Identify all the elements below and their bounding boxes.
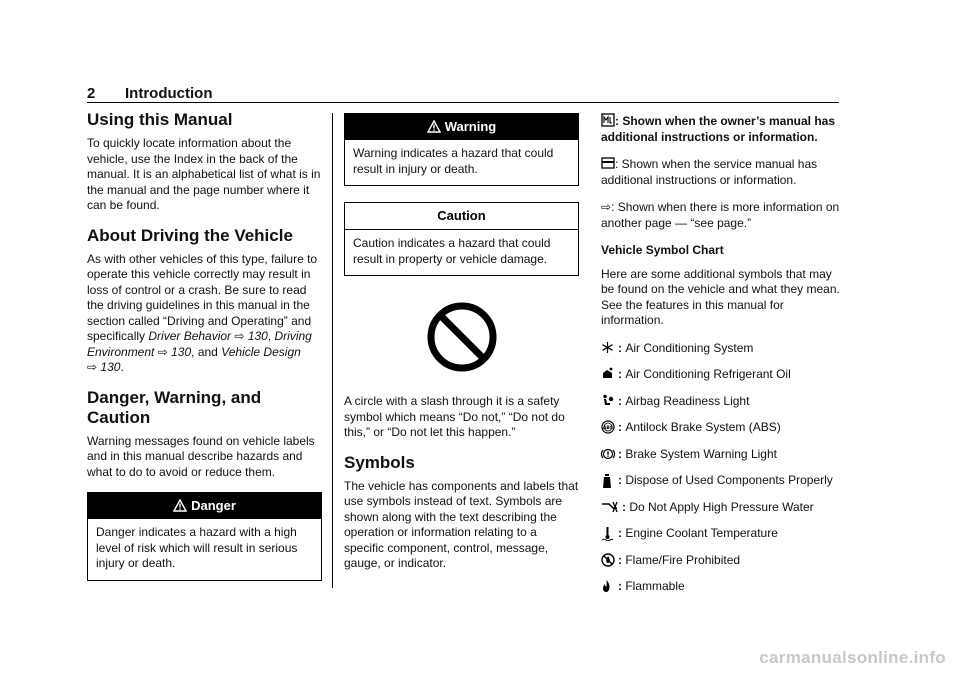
symbol-label: : Engine Coolant Temperature xyxy=(618,526,778,540)
ref-driving-environment[interactable]: Driving Environment xyxy=(87,329,312,359)
symbol-label: : Air Conditioning Refrigerant Oil xyxy=(618,367,791,381)
symbol-item xyxy=(601,420,841,436)
para-using-manual: To quickly locate information about the vehicle, use the Index in the back of the manual. It is an alphabetical list of what is in the manual and the page number where it can be found. xyxy=(87,136,321,212)
chart-intro: Here are some additional symbols that may be found on the vehicle and what they mean. See the features in this manual for information. xyxy=(601,266,840,327)
symbol-label: : Brake System Warning Light xyxy=(618,446,777,461)
service-manual-text: : Shown when the service manual has additional instructions or information. xyxy=(601,157,818,187)
see-page-note xyxy=(601,200,841,231)
arrow-icon: ⇨ xyxy=(601,200,612,214)
symbol-item xyxy=(601,367,841,383)
symbol-item xyxy=(601,579,841,595)
para-driving: As with other vehicles of this type, failure to operate this vehicle correctly may result in loss of control or a crash. Be sure to read the driving guidelines in this manual in the section called “Driving and Operating” and specifically Driver Behavior ⇨ 130, Driving Environment ⇨ 130, and Vehicle Design ⇨ 130. xyxy=(87,251,318,374)
column-1 xyxy=(87,110,322,597)
refrigerant-oil-icon xyxy=(601,367,615,382)
symbol-label: : Do Not Apply High Pressure Water xyxy=(622,499,814,514)
symbol-item xyxy=(601,447,841,463)
symbol-item xyxy=(601,526,841,542)
caution-body: Caution indicates a hazard that could result in property or vehicle damage. xyxy=(353,236,551,266)
abs-icon xyxy=(601,420,615,435)
heading-symbols: Symbols xyxy=(344,452,415,472)
owner-manual-text: : Shown when the owner’s manual has additional instructions or information. xyxy=(601,114,836,144)
header-rule xyxy=(87,102,839,103)
and-text: , and xyxy=(191,344,222,359)
warning-triangle-icon xyxy=(427,120,441,133)
danger-box xyxy=(87,492,322,581)
arrow-icon: ⇨ xyxy=(87,360,98,374)
para-symbols: The vehicle has components and labels that use symbols instead of text. Symbols are shown along with the text describing the operation or information relating to a specific component, control, message, gauge, or indicator. xyxy=(344,478,579,570)
service-manual-note xyxy=(601,157,841,188)
see-page-text: : Shown when there is more information on another page — “see page.” xyxy=(601,200,840,230)
svg-text:ABS: ABS xyxy=(602,426,614,431)
flammable-icon xyxy=(601,579,615,594)
dispose-icon xyxy=(601,473,615,488)
caution-box xyxy=(344,202,579,276)
ref-driver-behavior[interactable]: Driver Behavior xyxy=(148,329,232,343)
air-conditioning-icon xyxy=(601,341,615,356)
coolant-temp-icon xyxy=(601,526,615,541)
chart-title: Vehicle Symbol Chart xyxy=(601,243,724,257)
symbol-item xyxy=(601,473,841,489)
brake-warning-icon xyxy=(601,447,615,462)
heading-using-manual: Using this Manual xyxy=(87,110,233,129)
page-number: 2 xyxy=(87,85,96,102)
symbol-list xyxy=(601,341,841,595)
footer xyxy=(0,648,960,668)
heading-danger-warning: Danger, Warning, and Caution xyxy=(87,387,262,427)
caution-header: Caution xyxy=(345,203,578,230)
symbol-label: : Antilock Brake System (ABS) xyxy=(618,420,781,434)
warning-header xyxy=(345,114,578,140)
watermark: carmanualsonline.info xyxy=(759,648,946,667)
ref-page[interactable]: 130 xyxy=(100,360,121,374)
symbol-label: : Flame/Fire Prohibited xyxy=(618,552,741,567)
symbol-item xyxy=(601,341,841,357)
arrow-icon: ⇨ xyxy=(234,329,245,343)
symbol-label: : Air Conditioning System xyxy=(618,340,754,355)
danger-body: Danger indicates a hazard with a high level of risk which will result in serious injury or death. xyxy=(96,525,298,570)
symbol-label: : Flammable xyxy=(618,579,685,593)
page-header xyxy=(87,83,839,103)
warning-body: Warning indicates a hazard that could result in injury or death. xyxy=(353,146,554,176)
symbol-item xyxy=(601,394,841,410)
para-circle-slash: A circle with a slash through it is a safety symbol which means “Do not,” “Do not do this,” or “Do not let this happen.” xyxy=(344,394,565,439)
para-driving-text: As with other vehicles of this type, failure to operate this vehicle correctly may result in loss of control or a crash. Be sure to read the driving guidelines in this manual in the section called “Driving and Operating” and specifically xyxy=(87,251,318,343)
column-2 xyxy=(344,113,579,584)
danger-header xyxy=(88,493,321,519)
warning-triangle-icon xyxy=(173,499,187,512)
para-danger-warning: Warning messages found on vehicle labels and in this manual describe hazards and what to do to avoid or reduce them. xyxy=(87,433,315,479)
ref-page[interactable]: 130 xyxy=(247,329,268,343)
symbol-label: : Airbag Readiness Light xyxy=(618,393,750,408)
warning-box xyxy=(344,113,579,186)
column-3 xyxy=(601,113,841,606)
ref-page[interactable]: 130 xyxy=(171,344,192,359)
warning-title: Warning xyxy=(444,119,497,134)
symbol-item xyxy=(601,500,841,516)
danger-title: Danger xyxy=(191,498,236,513)
ref-vehicle-design[interactable]: Vehicle Design xyxy=(221,344,301,359)
airbag-icon xyxy=(601,394,615,409)
arrow-icon: ⇨ xyxy=(157,344,168,359)
column-divider xyxy=(332,113,333,588)
owner-manual-note xyxy=(601,113,841,145)
symbol-label: : Dispose of Used Components Properly xyxy=(618,473,833,487)
owner-manual-icon xyxy=(601,113,615,127)
no-pressure-water-icon xyxy=(601,500,619,515)
prohibition-symbol-icon xyxy=(425,300,499,374)
no-flame-icon xyxy=(601,553,615,568)
symbol-item xyxy=(601,553,841,569)
heading-driving: About Driving the Vehicle xyxy=(87,225,293,245)
section-title: Introduction xyxy=(125,85,213,102)
service-manual-icon xyxy=(601,157,615,169)
